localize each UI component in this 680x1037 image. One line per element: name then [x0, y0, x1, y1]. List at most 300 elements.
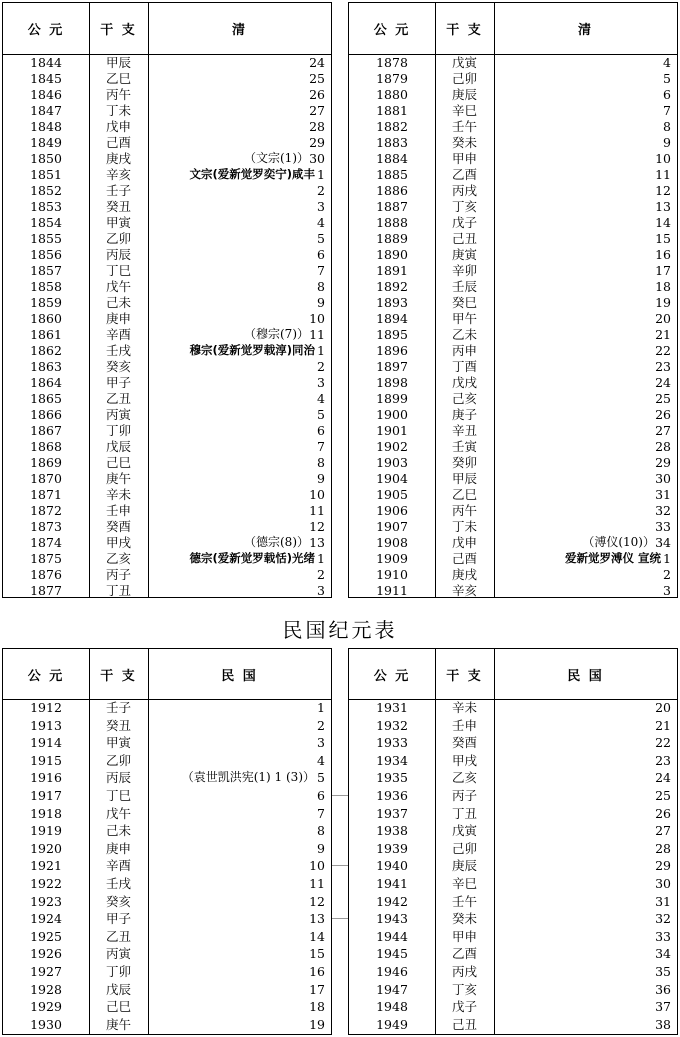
year-cell: 1854: [30, 215, 62, 230]
ganzhi-cell: 乙酉: [451, 167, 477, 182]
ganzhi-cell: 乙未: [451, 327, 477, 342]
table-row: [349, 167, 677, 182]
era-year-cell: 32: [655, 911, 671, 927]
year-cell: 1881: [376, 103, 408, 118]
year-cell: 1864: [30, 375, 62, 390]
year-cell: 1884: [376, 151, 408, 166]
table-row: [3, 167, 331, 182]
year-cell: 1946: [376, 964, 408, 979]
year-cell: 1844: [30, 55, 62, 70]
year-cell: 1914: [30, 735, 62, 751]
ganzhi-cell: 壬申: [451, 717, 477, 733]
era-year-cell: 31: [655, 487, 671, 502]
table-row: [349, 551, 677, 566]
era-year-cell: 27: [655, 423, 671, 438]
era-year-cell: 9: [317, 295, 325, 310]
year-cell: 1874: [30, 535, 62, 550]
table-row: [3, 841, 331, 856]
ganzhi-cell: 丙辰: [105, 770, 131, 786]
year-cell: 1876: [30, 567, 62, 582]
year-cell: 1888: [376, 215, 408, 230]
year-cell: 1933: [376, 735, 408, 751]
era-note: 德宗(爱新觉罗载恬)光绪: [189, 551, 315, 565]
year-cell: 1897: [376, 359, 408, 374]
era-year-cell: 37: [655, 999, 671, 1015]
year-cell: 1925: [30, 928, 62, 944]
ganzhi-cell: 癸丑: [105, 199, 131, 214]
ganzhi-cell: 甲申: [451, 151, 477, 166]
table-row: [3, 788, 331, 803]
era-year-cell: 27: [309, 103, 325, 118]
year-cell: 1887: [376, 199, 408, 214]
ganzhi-cell: 丙申: [451, 343, 477, 358]
ganzhi-cell: 己酉: [451, 551, 477, 566]
ganzhi-cell: 辛未: [105, 487, 131, 502]
era-year-cell: 3: [317, 375, 325, 390]
ganzhi-cell: 甲辰: [105, 55, 131, 70]
year-cell: 1845: [30, 71, 62, 86]
era-year-cell: 18: [309, 999, 325, 1015]
era-year-cell: 1: [663, 551, 671, 566]
era-year-cell: 2: [317, 183, 325, 198]
ganzhi-cell: 壬申: [105, 503, 131, 518]
era-year-cell: 17: [655, 263, 671, 278]
ganzhi-cell: 戊寅: [451, 55, 477, 70]
table-row: [3, 911, 331, 926]
year-cell: 1900: [376, 407, 408, 422]
ganzhi-cell: 癸巳: [451, 295, 477, 310]
year-cell: 1886: [376, 183, 408, 198]
table-row: [349, 858, 677, 873]
year-cell: 1926: [30, 946, 62, 962]
table-row: [3, 519, 331, 534]
ganzhi-cell: 戊辰: [105, 981, 131, 997]
era-year-cell: 8: [317, 279, 325, 294]
era-year-cell: 25: [655, 788, 671, 803]
ganzhi-cell: 辛酉: [105, 858, 131, 874]
era-year-cell: 11: [309, 503, 325, 518]
table-row: [349, 359, 677, 374]
year-cell: 1850: [30, 151, 62, 166]
header-year: 公 元: [27, 23, 65, 38]
table-row: [3, 471, 331, 486]
era-year-cell: 24: [309, 55, 325, 70]
table-row: [349, 946, 677, 961]
era-year-cell: 11: [309, 876, 325, 891]
era-year-cell: 7: [663, 103, 671, 118]
table-row: [3, 183, 331, 198]
ganzhi-cell: 庚戌: [105, 151, 131, 166]
table-row: [349, 103, 677, 118]
era-year-cell: 5: [317, 407, 325, 422]
year-cell: 1903: [376, 455, 408, 470]
ganzhi-cell: 己卯: [451, 840, 477, 856]
ganzhi-cell: 丙戌: [451, 183, 477, 198]
era-year-cell: 9: [317, 471, 325, 486]
era-year-cell: 4: [663, 55, 671, 70]
ganzhi-cell: 甲寅: [105, 735, 131, 751]
table-row: [3, 71, 331, 86]
table-row: [349, 567, 677, 582]
era-year-cell: 34: [655, 946, 671, 962]
year-cell: 1901: [376, 423, 408, 438]
year-cell: 1942: [376, 893, 408, 909]
era-year-cell: 33: [655, 519, 671, 534]
table-row: [3, 946, 331, 961]
year-cell: 1852: [30, 183, 62, 198]
ganzhi-cell: 丁卯: [105, 964, 131, 979]
year-cell: 1856: [30, 247, 62, 262]
table-row: [349, 999, 677, 1014]
ganzhi-cell: 戊午: [105, 279, 131, 294]
era-year-cell: 15: [309, 946, 325, 962]
year-cell: 1877: [30, 583, 62, 598]
year-cell: 1918: [30, 805, 62, 821]
ganzhi-cell: 癸未: [451, 911, 477, 927]
minguo-table-left: [2, 648, 332, 1035]
year-cell: 1924: [30, 911, 62, 927]
year-cell: 1938: [376, 823, 408, 839]
table-row: [349, 753, 677, 768]
ganzhi-cell: 辛酉: [105, 327, 131, 342]
ganzhi-cell: 庚午: [105, 1016, 131, 1032]
era-year-cell: 13: [655, 199, 671, 214]
year-cell: 1912: [30, 700, 62, 715]
era-year-cell: 30: [655, 471, 671, 486]
table-row: [349, 375, 677, 390]
era-year-cell: 23: [655, 752, 671, 768]
year-cell: 1858: [30, 279, 62, 294]
table-row: [3, 343, 331, 358]
era-year-cell: 25: [655, 391, 671, 406]
ganzhi-cell: 庚辰: [451, 858, 477, 874]
year-cell: 1916: [30, 770, 62, 786]
table-row: [349, 982, 677, 997]
era-year-cell: 20: [655, 311, 671, 326]
era-year-cell: 12: [309, 893, 325, 909]
ganzhi-cell: 己未: [105, 295, 131, 310]
year-cell: 1883: [376, 135, 408, 150]
era-year-cell: 16: [655, 247, 671, 262]
year-cell: 1910: [376, 567, 408, 582]
year-cell: 1907: [376, 519, 408, 534]
table-row: [3, 929, 331, 944]
ganzhi-cell: 庚寅: [451, 247, 477, 262]
table-row: [3, 999, 331, 1014]
table-row: [349, 151, 677, 166]
era-year-cell: 8: [317, 455, 325, 470]
era-year-cell: 2: [317, 359, 325, 374]
era-year-cell: 1: [317, 167, 325, 182]
table-row: [3, 439, 331, 454]
table-row: [349, 700, 677, 715]
era-note: （德宗(8)）: [244, 535, 309, 549]
year-cell: 1855: [30, 231, 62, 246]
era-year-cell: 8: [663, 119, 671, 134]
ganzhi-cell: 甲子: [105, 375, 131, 390]
minguo-left-header: [3, 649, 331, 700]
year-cell: 1939: [376, 840, 408, 856]
era-year-cell: 2: [317, 567, 325, 582]
era-year-cell: 22: [655, 735, 671, 751]
table-row: [3, 295, 331, 310]
table-row: [3, 551, 331, 566]
header-year: 公 元: [373, 668, 411, 684]
year-cell: 1948: [376, 999, 408, 1015]
ganzhi-cell: 戊辰: [105, 439, 131, 454]
ganzhi-cell: 戊戌: [451, 375, 477, 390]
year-cell: 1908: [376, 535, 408, 550]
table-row: [3, 770, 331, 785]
year-cell: 1892: [376, 279, 408, 294]
header-era: 清: [577, 23, 593, 38]
year-cell: 1880: [376, 87, 408, 102]
era-year-cell: 28: [309, 119, 325, 134]
year-cell: 1893: [376, 295, 408, 310]
era-year-cell: 35: [655, 964, 671, 979]
table-row: [349, 279, 677, 294]
year-cell: 1928: [30, 981, 62, 997]
ganzhi-cell: 丁酉: [451, 359, 477, 374]
ganzhi-cell: 甲寅: [105, 215, 131, 230]
ganzhi-cell: 丁亥: [451, 199, 477, 214]
table-row: [349, 263, 677, 278]
year-cell: 1867: [30, 423, 62, 438]
year-cell: 1868: [30, 439, 62, 454]
table-row: [349, 718, 677, 733]
era-year-cell: 34: [655, 535, 671, 550]
ganzhi-cell: 癸未: [451, 135, 477, 150]
ganzhi-cell: 乙亥: [451, 770, 477, 786]
year-cell: 1913: [30, 717, 62, 733]
era-year-cell: 30: [655, 876, 671, 891]
ganzhi-cell: 壬子: [105, 183, 131, 198]
year-cell: 1891: [376, 263, 408, 278]
era-note: （溥仪(10)）: [582, 535, 655, 549]
ganzhi-cell: 丁巳: [105, 788, 131, 803]
table-row: [3, 735, 331, 750]
year-cell: 1869: [30, 455, 62, 470]
table-row: [3, 391, 331, 406]
year-cell: 1937: [376, 805, 408, 821]
table-row: [3, 1017, 331, 1032]
table-row: [349, 471, 677, 486]
year-cell: 1878: [376, 55, 408, 70]
ganzhi-cell: 丁卯: [105, 423, 131, 438]
table-row: [349, 135, 677, 150]
year-cell: 1848: [30, 119, 62, 134]
table-row: [3, 535, 331, 550]
ganzhi-cell: 庚子: [451, 407, 477, 422]
year-cell: 1875: [30, 551, 62, 566]
table-row: [349, 87, 677, 102]
table-row: [349, 841, 677, 856]
year-cell: 1898: [376, 375, 408, 390]
era-note: 文宗(爱新觉罗奕宁)咸丰: [189, 167, 315, 181]
ganzhi-cell: 甲戌: [105, 535, 131, 550]
year-cell: 1940: [376, 858, 408, 874]
era-note: （袁世凯洪宪(1) 1 (3)）: [181, 770, 315, 785]
era-year-cell: 23: [655, 359, 671, 374]
ganzhi-cell: 乙亥: [105, 551, 131, 566]
year-cell: 1857: [30, 263, 62, 278]
ganzhi-cell: 丙子: [451, 788, 477, 803]
era-year-cell: 2: [317, 717, 325, 733]
era-year-cell: 7: [317, 805, 325, 821]
era-year-cell: 5: [317, 770, 325, 786]
year-cell: 1921: [30, 858, 62, 874]
table-row: [349, 423, 677, 438]
connector-line: [332, 865, 348, 866]
table-row: [3, 119, 331, 134]
ganzhi-cell: 癸亥: [105, 893, 131, 909]
ganzhi-cell: 辛亥: [105, 167, 131, 182]
year-cell: 1882: [376, 119, 408, 134]
era-year-cell: 24: [655, 770, 671, 786]
ganzhi-cell: 戊午: [105, 805, 131, 821]
table-row: [349, 894, 677, 909]
era-year-cell: 10: [309, 487, 325, 502]
year-cell: 1941: [376, 876, 408, 891]
year-cell: 1905: [376, 487, 408, 502]
ganzhi-cell: 戊申: [451, 535, 477, 550]
year-cell: 1849: [30, 135, 62, 150]
table-row: [3, 231, 331, 246]
table-row: [3, 455, 331, 470]
ganzhi-cell: 壬寅: [451, 439, 477, 454]
era-year-cell: 25: [309, 71, 325, 86]
year-cell: 1885: [376, 167, 408, 182]
table-row: [349, 487, 677, 502]
year-cell: 1873: [30, 519, 62, 534]
table-row: [3, 858, 331, 873]
ganzhi-cell: 癸亥: [105, 359, 131, 374]
ganzhi-cell: 丁丑: [105, 583, 131, 598]
year-cell: 1862: [30, 343, 62, 358]
ganzhi-cell: 癸丑: [105, 717, 131, 733]
table-row: [3, 583, 331, 598]
year-cell: 1931: [376, 700, 408, 715]
ganzhi-cell: 丙寅: [105, 407, 131, 422]
table-row: [3, 55, 331, 70]
ganzhi-cell: 己丑: [451, 1016, 477, 1032]
era-note: （穆宗(7)）: [244, 327, 309, 341]
ganzhi-cell: 乙丑: [105, 391, 131, 406]
ganzhi-cell: 丙寅: [105, 946, 131, 962]
era-note: 穆宗(爱新觉罗载淳)同治: [189, 343, 315, 357]
table-row: [3, 487, 331, 502]
year-cell: 1847: [30, 103, 62, 118]
era-year-cell: 8: [317, 823, 325, 839]
ganzhi-cell: 己未: [105, 823, 131, 839]
table-row: [349, 503, 677, 518]
ganzhi-cell: 己卯: [451, 71, 477, 86]
connector-line: [332, 795, 348, 796]
era-year-cell: 10: [655, 151, 671, 166]
era-year-cell: 4: [317, 391, 325, 406]
era-year-cell: 14: [655, 215, 671, 230]
table-row: [349, 806, 677, 821]
year-cell: 1920: [30, 840, 62, 856]
year-cell: 1870: [30, 471, 62, 486]
ganzhi-cell: 乙丑: [105, 928, 131, 944]
year-cell: 1932: [376, 717, 408, 733]
table-row: [349, 519, 677, 534]
era-year-cell: 28: [655, 840, 671, 856]
table-row: [349, 407, 677, 422]
era-year-cell: 24: [655, 375, 671, 390]
era-year-cell: 10: [309, 858, 325, 874]
year-cell: 1865: [30, 391, 62, 406]
qing-left-header: [3, 3, 331, 55]
ganzhi-cell: 壬戌: [105, 876, 131, 891]
era-year-cell: 22: [655, 343, 671, 358]
year-cell: 1929: [30, 999, 62, 1015]
year-cell: 1861: [30, 327, 62, 342]
table-row: [3, 806, 331, 821]
header-gz: 干 支: [100, 668, 137, 684]
ganzhi-cell: 己酉: [105, 135, 131, 150]
ganzhi-cell: 甲戌: [451, 752, 477, 768]
era-year-cell: 1: [317, 700, 325, 715]
year-cell: 1902: [376, 439, 408, 454]
ganzhi-cell: 丙午: [105, 87, 131, 102]
table-row: [349, 343, 677, 358]
year-cell: 1944: [376, 928, 408, 944]
year-cell: 1872: [30, 503, 62, 518]
year-cell: 1936: [376, 788, 408, 803]
year-cell: 1917: [30, 788, 62, 803]
ganzhi-cell: 丙子: [105, 567, 131, 582]
year-cell: 1863: [30, 359, 62, 374]
ganzhi-cell: 戊子: [451, 999, 477, 1015]
table-row: [3, 135, 331, 150]
ganzhi-cell: 乙巳: [451, 487, 477, 502]
table-row: [349, 71, 677, 86]
ganzhi-cell: 甲午: [451, 311, 477, 326]
era-year-cell: 38: [655, 1016, 671, 1032]
ganzhi-cell: 戊申: [105, 119, 131, 134]
ganzhi-cell: 乙巳: [105, 71, 131, 86]
table-row: [349, 911, 677, 926]
ganzhi-cell: 丙戌: [451, 964, 477, 979]
table-row: [349, 823, 677, 838]
year-cell: 1846: [30, 87, 62, 102]
era-year-cell: 12: [309, 519, 325, 534]
era-year-cell: 32: [655, 503, 671, 518]
era-note: 爱新觉罗溥仪 宣统: [564, 551, 661, 565]
ganzhi-cell: 癸酉: [451, 735, 477, 751]
era-year-cell: 21: [655, 717, 671, 733]
ganzhi-cell: 壬午: [451, 119, 477, 134]
year-cell: 1935: [376, 770, 408, 786]
ganzhi-cell: 己巳: [105, 455, 131, 470]
table-row: [3, 894, 331, 909]
table-row: [349, 247, 677, 262]
table-row: [349, 770, 677, 785]
ganzhi-cell: 己丑: [451, 231, 477, 246]
era-year-cell: 7: [317, 263, 325, 278]
year-cell: 1930: [30, 1016, 62, 1032]
ganzhi-cell: 丙辰: [105, 247, 131, 262]
minguo-title: 民国纪元表: [282, 618, 398, 642]
ganzhi-cell: 丙午: [451, 503, 477, 518]
ganzhi-cell: 辛亥: [451, 583, 477, 598]
ganzhi-cell: 癸卯: [451, 455, 477, 470]
year-cell: 1851: [30, 167, 62, 182]
table-row: [349, 119, 677, 134]
year-cell: 1899: [376, 391, 408, 406]
